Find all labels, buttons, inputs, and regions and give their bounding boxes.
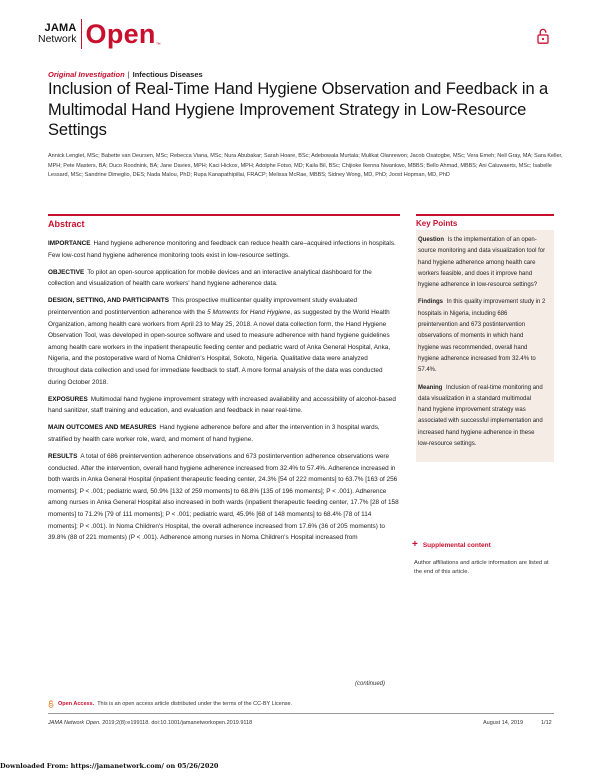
key-point-question [418, 235, 546, 291]
logo-jama-text: JAMA [44, 22, 77, 34]
article-category [48, 70, 203, 79]
logo-divider [81, 19, 82, 49]
key-points-panel [416, 214, 554, 462]
section-text: A total of 686 preintervention adherence observations and 673 postintervention adherence observations were conducted. After the intervention, overall hand hygiene adherence increased from 32.4% to 57.4%. Adherence increased in both wards in Anka General Hospital (inpatient therapeutic feeding center, 24.3% [54 of 222 moments] to 63.7% [163 of 256 moments]; P < .001; pediatric ward, 50.9% [132 of 259 moments] to 68.8% [135 of 196 moments]; P < .001). Adherence among nurses in Anka General Hospital also increased in both wards (inpatient therapeutic feeding center, 17.7% [28 of 158 moments] to 71.2% [79 of 111 moments]; P < .001; pediatric ward, 45.9% [68 of 148 moments] to 68.4% [78 of 114 moments]; P < .001). In Noma Children's Hospital, the overall adherence increased from 17.6% (36 of 205 moments) to 39.8% (88 of 221 moments) (P < .001). Adherence among nurses in Noma Children's Hospital increased from [48, 453, 399, 542]
continued-note: (continued) [355, 681, 386, 687]
key-points-heading: Key Points [416, 214, 554, 228]
supplemental-heading: Supplemental content [422, 541, 491, 549]
abstract-outcomes [48, 422, 400, 445]
section-text: Multimodal hand hygiene improvement strategy with increased availability and accessibility of alcohol-based hand sanitizer, staff training and education, and evaluation and feedback in near real-time. [48, 395, 396, 415]
section-label: DESIGN, SETTING, AND PARTICIPANTS [48, 297, 169, 305]
footer-doi[interactable]: 2019;2(8):e199118. doi:10.1001/jamanetworkopen.2019.9118 [102, 720, 253, 726]
open-access-icon [48, 700, 54, 708]
section-label: RESULTS [48, 453, 78, 460]
key-point-text: Is the implementation of an open-source monitoring and data visualization tool for hand hygiene adherence among health care workers feasible, and does it improve hand hygiene adherence in low-resource settings? [418, 237, 546, 289]
abstract-importance [48, 238, 400, 261]
article-title: Inclusion of Real-Time Hand Hygiene Observation and Feedback in a Multimodal Hand Hygiene Improvement Strategy in Low-Resource Settings [48, 80, 549, 139]
supplemental-note: Author affiliations and article information are listed at the end of this article. [414, 560, 549, 575]
key-point-text: Inclusion of real-time monitoring and data visualization in a standard multimodal hand hygiene improvement strategy was associated with successful implementation and increased hand hygiene adherence in these low-resource settings. [418, 384, 543, 448]
abstract-results [48, 451, 400, 544]
footer-citation [48, 720, 252, 726]
section-label: IMPORTANCE [48, 240, 91, 247]
section-label: OBJECTIVE [48, 268, 85, 276]
open-access-notice [48, 700, 292, 708]
author-list: Annick Lenglet, MSc; Babette van Deursen, MSc; Rebecca Viana, MSc; Nura Abubakar; Sarah Hoare, BSc; Adebowala Murtala; Mulikat Olanrewon; Jacob Osatogbe, MSc; Vera Emeh; Nell Gray, MA; Sara Keller, MPH; Pete Masters, BA; Duco Roodnink, BA; Jane Davies, MPH; Kaci Hickox, MPH; Adolphe Fotso, MD; Kaila Bil, BSc; Chijioke Ikenna Nwankwo, MBBS; Bello Ahmad, MBBS; Ani Caluwaerts, MSc; Isabelle Lessard, MSc; Sandrine Dimeglio, DES; Nada Malou, PhD; Rupa Kanapathipillai, FRACP; Melissa McRae, MBBS; Sidney Wong, MD, PhD; Joost Hopman, MD, PhD [48, 153, 563, 178]
footer-journal: JAMA Network Open. [48, 720, 101, 726]
footer-divider [48, 713, 554, 714]
key-points-box [416, 230, 554, 462]
jama-network-open-logo[interactable] [38, 14, 161, 54]
supplemental-content [412, 541, 552, 577]
article-topic[interactable]: Infectious Diseases [132, 70, 203, 79]
section-text-italic: 5 Moments for Hand Hygiene [207, 308, 291, 316]
article-type[interactable]: Original Investigation [48, 70, 125, 79]
key-point-meaning [418, 383, 546, 451]
abstract-exposures [48, 394, 400, 417]
key-point-text: In this quality improvement study in 2 hospitals in Nigeria, including 686 preintervention and 673 postintervention observations of moments in which hand hygiene was recommended, overall hand hygiene adherence increased from 32.4% to 57.4%. [418, 299, 546, 374]
download-watermark: Downloaded From: https://jamanetwork.com/ on 05/26/2020 [0, 762, 219, 770]
section-label: MAIN OUTCOMES AND MEASURES [48, 424, 157, 432]
logo-network-text: Network [38, 33, 77, 45]
section-text: To pilot an open-source application for mobile devices and an interactive analytical dashboard for the collection and visualization of health care workers' hand hygiene adherence data. [48, 268, 372, 288]
key-point-label: Question [418, 237, 445, 243]
section-text: This prospective multicenter quality improvement study evaluated preintervention and postintervention adherence with the [48, 297, 358, 316]
open-lock-icon [537, 28, 549, 44]
logo-open-text: Open [85, 19, 156, 49]
section-text: Hand hygiene adherence monitoring and feedback can reduce health care–acquired infections in hospitals. Few low-cost hand hygiene adherence monitoring tools exist in low-resource settings. [48, 240, 396, 259]
open-access-text: This is an open access article distributed under the terms of the CC-BY License. [97, 701, 293, 707]
abstract-body [48, 238, 400, 549]
section-text: Hand hygiene adherence before and after the intervention in 3 hospital wards, stratified by health care worker role, ward, and moment of hand hygiene. [48, 424, 380, 443]
category-separator: | [127, 70, 130, 79]
open-access-label[interactable]: Open Access. [58, 701, 95, 707]
section-label: EXPOSURES [48, 395, 88, 403]
footer-date: August 14, 2019 [483, 720, 524, 726]
footer-page-number: 1/12 [541, 720, 552, 726]
abstract-design [48, 295, 400, 388]
key-point-label: Findings [418, 299, 443, 306]
abstract-objective [48, 267, 400, 290]
key-point-label: Meaning [418, 384, 443, 391]
logo-wordmark [38, 23, 77, 45]
logo-trademark: ™ [155, 42, 161, 48]
abstract-heading: Abstract [48, 214, 400, 229]
supplemental-link[interactable] [412, 541, 552, 549]
section-text: , as suggested by the World Health Organization, among health care workers from April 23 to May 25, 2018. A novel data collection form, the Hand Hygiene Observation Tool, was developed in open-source software and used to measure adherence with hand hygiene guidelines among health care workers in the inpatient therapeutic feeding center and pediatric ward of Anka General Hospital, Anka, Nigeria, and the postoperative ward of Noma Children's Hospital, Sokoto, Nigeria. Qualitative data were analyzed throughout data collection and used for immediate feedback to staff. A more formal analysis of the data was conducted during October 2018. [48, 308, 391, 386]
plus-icon: + [412, 539, 418, 550]
key-point-findings [418, 297, 546, 376]
